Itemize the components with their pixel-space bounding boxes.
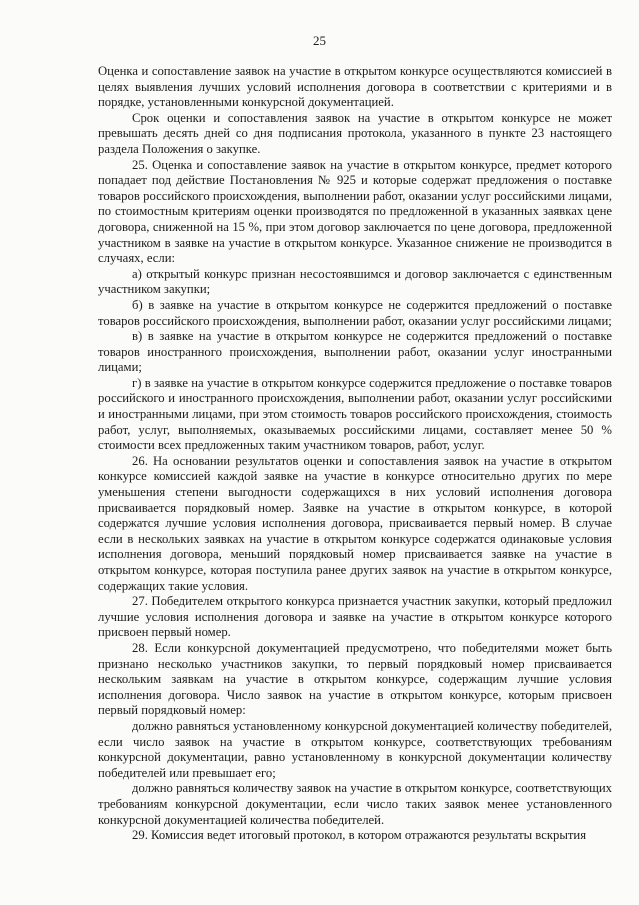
paragraph: 29. Комиссия ведет итоговый протокол, в котором отражаются результаты вскрытия — [132, 828, 587, 843]
paragraph: а) открытый конкурс признан несостоявшимся и договор заключается с единственным участником закупки; — [98, 266, 612, 297]
paragraph: Срок оценки и сопоставления заявок на участие в открытом конкурсе не может превышать десять дней со дня подписания протокола, указанного в пункте 23 настоящего раздела Положения о закупке. — [98, 110, 612, 156]
body-text — [98, 64, 612, 844]
page-number: 25 — [313, 33, 326, 48]
paragraph: в) в заявке на участие в открытом конкурсе не содержится предложений о поставке товаров иностранного происхождения, выполнении работ, оказании услуг иностранными лицами; — [98, 329, 612, 375]
paragraph: г) в заявке на участие в открытом конкурсе содержится предложение о поставке товаров российского и иностранного происхождения, выполнении работ, оказании услуг российскими и иностранными лицами, при этом стоимость товаров российского происхождения, стоимость работ, услуг, выполняемых, оказываемых российскими лицами, составляет менее 50 % стоимости всех предложенных таким участником товаров, работ, услуг. — [98, 375, 612, 453]
paragraph: должно равняться количеству заявок на участие в открытом конкурсе, соответствующих требованиям конкурсной документации, если число таких заявок менее установленного конкурсной документацией количества победителей. — [98, 781, 612, 827]
paragraph: 26. На основании результатов оценки и сопоставления заявок на участие в открытом конкурсе комиссией каждой заявке на участие в конкурсе относительно других по мере уменьшения степени выгодности содержащихся в них условий исполнения договора присваивается порядковый номер. Заявке на участие в открытом конкурсе, в которой содержатся лучшие условия исполнения договора, присваивается первый номер. В случае если в нескольких заявках на участие в открытом конкурсе содержатся одинаковые условия исполнения договора, меньший порядковый номер присваивается заявке на участие в открытом конкурсе, которая поступила ранее других заявок на участие в открытом конкурсе, содержащих такие условия. — [98, 453, 612, 593]
paragraph: б) в заявке на участие в открытом конкурсе не содержится предложений о поставке товаров российского происхождения, выполнении работ, оказании услуг российскими лицами; — [98, 297, 612, 328]
paragraph: 28. Если конкурсной документацией предусмотрено, что победителями может быть признано несколько участников закупки, то первый порядковый номер присваивается нескольким заявкам на участие в открытом конкурсе, содержащим лучшие условия исполнения договора. Число заявок на участие в открытом конкурсе, которым присвоен первый порядковый номер: — [98, 640, 612, 718]
paragraph: 27. Победителем открытого конкурса признается участник закупки, который предложил лучшие условия исполнения договора и заявке на участие в открытом конкурсе которого присвоен первый номер. — [98, 594, 612, 640]
paragraph: 25. Оценка и сопоставление заявок на участие в открытом конкурсе, предмет которого попадает под действие Постановления № 925 и которые содержат предложения о поставке товаров российского происхождения, выполнении работ, оказании услуг российскими лицами, по стоимостным критериям оценки производятся по предложенной в указанных заявках цене договора, сниженной на 15 %, при этом договор заключается по цене договора, предложенной участником в заявке на участие в открытом конкурсе. Указанное снижение не производится в случаях, если: — [98, 157, 612, 266]
paragraph: должно равняться установленному конкурсной документацией количеству победителей, если число заявок на участие в открытом конкурсе, соответствующих требованиям конкурсной документации, равно установленному в конкурсной документации количеству победителей или превышает его; — [98, 718, 612, 780]
paragraph: Оценка и сопоставление заявок на участие в открытом конкурсе осуществляются комиссией в целях выявления лучших условий исполнения договора в соответствии с критериями и в порядке, установленными конкурсной документацией. — [98, 64, 612, 110]
